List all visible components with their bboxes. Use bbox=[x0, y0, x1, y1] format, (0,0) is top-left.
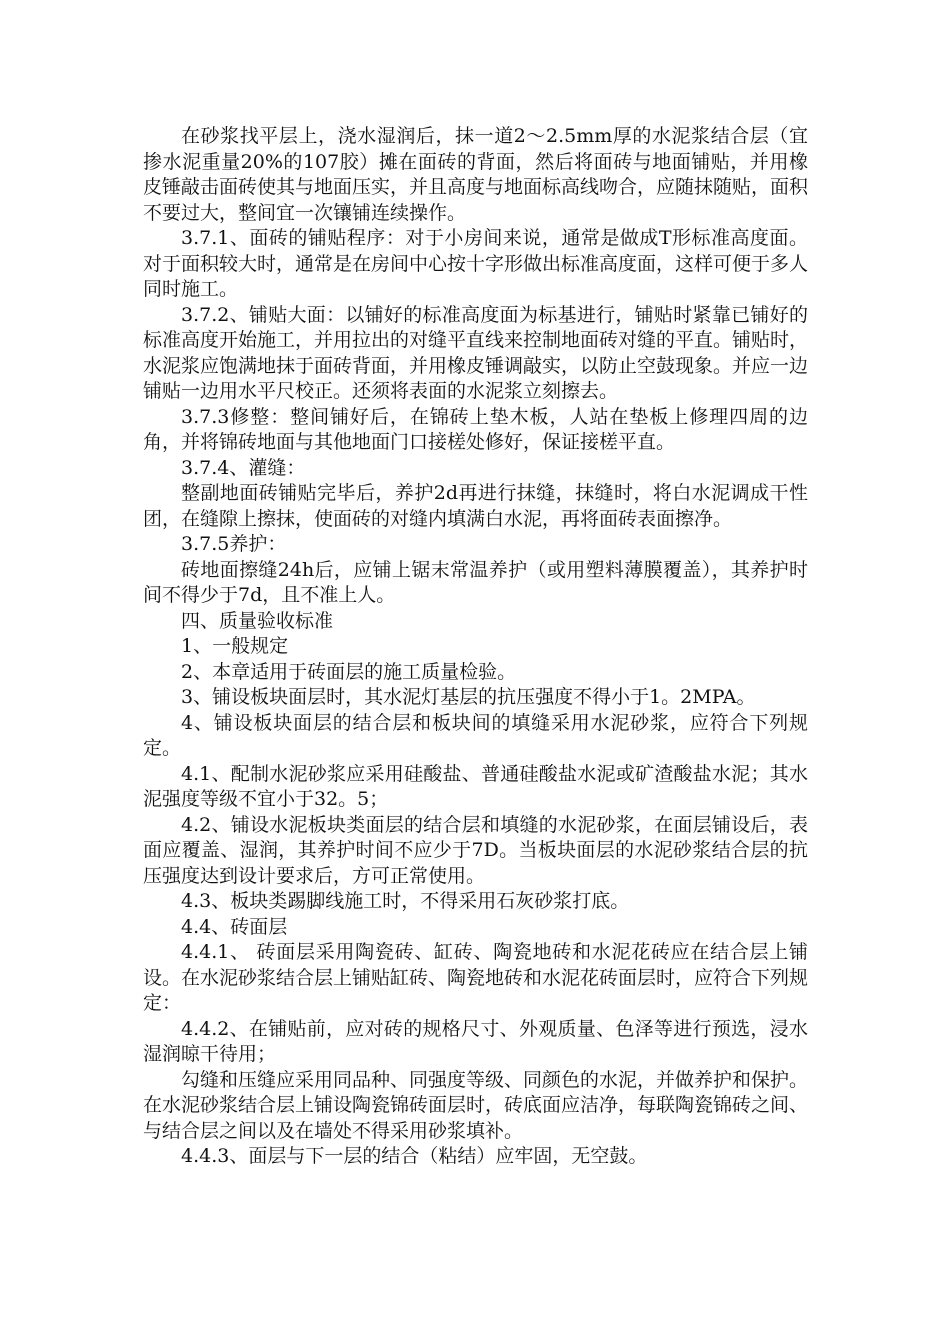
paragraph-item-4-4-3: 4.4.3、面层与下一层的结合（粘结）应牢固，无空鼓。 bbox=[181, 1145, 648, 1167]
paragraph-item-4-2: 4.2、铺设水泥板块类面层的结合层和填缝的水泥砂浆，在面层铺设后，表面应覆盖、湿润，其养护时间不应少于7D。当板块面层的水泥砂浆结合层的抗压强度达到设计要求后，方可正常使用。 bbox=[143, 813, 808, 887]
heading-general-rules: 1、一般规定 bbox=[181, 635, 289, 657]
paragraph-item-4-3: 4.3、板块类踢脚线施工时，不得采用石灰砂浆打底。 bbox=[181, 890, 630, 912]
paragraph-item-4-1: 4.1、配制水泥砂浆应采用硅酸盐、普通硅酸盐水泥或矿渣酸盐水泥；其水泥强度等级不宜小于32。5； bbox=[143, 762, 808, 810]
paragraph-3-7-2: 3.7.2、铺贴大面：以铺好的标准高度面为标基进行，铺贴时紧靠已铺好的标准高度开始施工，并用拉出的对缝平直线来控制地面砖对缝的平直。铺贴时，水泥浆应饱满地抹于面砖背面，并用橡皮锤调敲实，以防止空鼓现象。并应一边铺贴一边用水平尺校正。还须将表面的水泥浆立刻擦去。 bbox=[143, 303, 809, 402]
paragraph-item-4: 4、铺设板块面层的结合层和板块间的填缝采用水泥砂浆，应符合下列规定。 bbox=[143, 711, 808, 759]
paragraph-item-4-4-1: 4.4.1、 砖面层采用陶瓷砖、缸砖、陶瓷地砖和水泥花砖应在结合层上铺设。在水泥砂浆结合层上铺贴缸砖、陶瓷地砖和水泥花砖面层时，应符合下列规定： bbox=[143, 941, 809, 1014]
heading-3-7-5: 3.7.5养护： bbox=[181, 533, 287, 555]
paragraph-grouting: 整副地面砖铺贴完毕后，养护2d再进行抹缝，抹缝时，将白水泥调成干性团，在缝隙上擦抹，使面砖的对缝内填满白水泥，再将面砖表面擦净。 bbox=[143, 482, 808, 530]
paragraph-item-3: 3、铺设板块面层时，其水泥灯基层的抗压强度不得小于1。2MPA。 bbox=[181, 686, 756, 708]
paragraph-curing: 砖地面擦缝24h后，应铺上锯末常温养护（或用塑料薄膜覆盖），其养护时间不得少于7d，且不准上人。 bbox=[143, 558, 808, 606]
heading-3-7-4: 3.7.4、灌缝： bbox=[181, 456, 306, 479]
paragraph-item-2: 2、本章适用于砖面层的施工质量检验。 bbox=[181, 660, 517, 683]
heading-item-4-4: 4.4、砖面层 bbox=[181, 915, 288, 938]
heading-quality-acceptance: 四、质量验收标准 bbox=[181, 609, 334, 632]
document-body bbox=[143, 124, 808, 1170]
paragraph-3-7-3: 3.7.3修整：整间铺好后，在锦砖上垫木板，人站在垫板上修理四周的边角，并将锦砖地面与其他地面门口接槎处修好，保证接槎平直。 bbox=[143, 405, 808, 453]
paragraph-3-7-1: 3.7.1、面砖的铺贴程序：对于小房间来说，通常是做成T形标准高度面。对于面积较大时，通常是在房间中心按十字形做出标准高度面，这样可便于多人同时施工。 bbox=[143, 227, 809, 300]
paragraph-item-4-4-2: 4.4.2、在铺贴前，应对砖的规格尺寸、外观质量、色泽等进行预选，浸水湿润晾干待用； bbox=[143, 1017, 808, 1065]
paragraph-mortar-leveling: 在砂浆找平层上，浇水湿润后，抹一道2～2.5mm厚的水泥浆结合层（宜掺水泥重量20%的107胶）摊在面砖的背面，然后将面砖与地面铺贴，并用橡皮锤敲击面砖使其与地面压实，并且高度与地面标高线吻合，应随抹随贴，面积不要过大，整间宜一次镶铺连续操作。 bbox=[143, 125, 809, 224]
paragraph-jointing: 勾缝和压缝应采用同品种、同强度等级、同颜色的水泥，并做养护和保护。在水泥砂浆结合层上铺设陶瓷锦砖面层时，砖底面应洁净，每联陶瓷锦砖之间、与结合层之间以及在墙处不得采用砂浆填补。 bbox=[143, 1068, 809, 1142]
